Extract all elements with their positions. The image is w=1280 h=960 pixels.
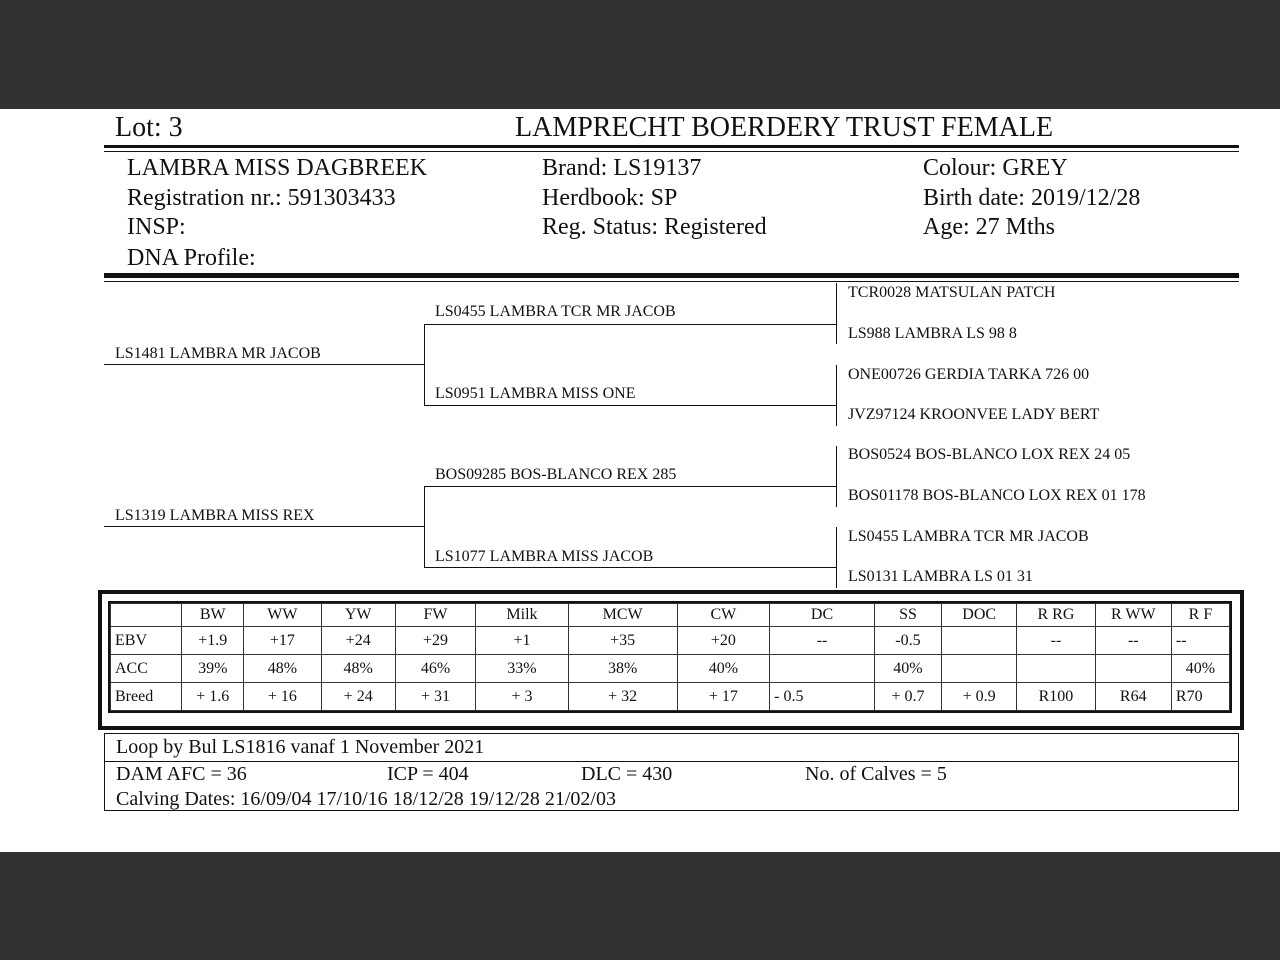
- ebv-header-cell: CW: [677, 604, 770, 627]
- ebv-cell: + 32: [568, 683, 677, 711]
- ebv-cell: + 17: [677, 683, 770, 711]
- sire-line: [104, 364, 424, 365]
- calving-dates: Calving Dates: 16/09/04 17/10/16 18/12/28 19/12/28 21/02/03: [116, 788, 616, 810]
- ebv-header-cell: FW: [395, 604, 475, 627]
- reg-status: Reg. Status: Registered: [542, 214, 767, 240]
- grandparent-6: BOS01178 BOS-BLANCO LOX REX 01 178: [848, 487, 1146, 504]
- footer-divider: [105, 761, 1238, 762]
- ebv-cell: +17: [244, 627, 321, 655]
- ebv-header-cell: Milk: [476, 604, 569, 627]
- number-of-calves: No. of Calves = 5: [805, 763, 947, 785]
- grandparent-4: JVZ97124 KROONVEE LADY BERT: [848, 406, 1100, 423]
- dam-line: [104, 526, 424, 527]
- gp-bracket-1: [836, 283, 837, 344]
- colour: Colour: GREY: [923, 155, 1068, 181]
- ebv-cell: --: [1171, 627, 1229, 655]
- parent-3: BOS09285 BOS-BLANCO REX 285: [435, 466, 677, 483]
- icp: ICP = 404: [387, 763, 469, 785]
- gp-bracket-3: [836, 446, 837, 507]
- ebv-header-cell: [111, 604, 182, 627]
- grandparent-8: LS0131 LAMBRA LS 01 31: [848, 568, 1033, 585]
- ebv-header-row: [111, 604, 1230, 627]
- page-title: LAMPRECHT BOERDERY TRUST FEMALE: [515, 112, 1054, 143]
- ebv-table: [110, 603, 1230, 711]
- ebv-cell: + 3: [476, 683, 569, 711]
- ebv-cell: [770, 655, 875, 683]
- ebv-row-label: ACC: [111, 655, 182, 683]
- ebv-cell: 48%: [244, 655, 321, 683]
- parent-4: LS1077 LAMBRA MISS JACOB: [435, 548, 654, 565]
- parent-1: LS0455 LAMBRA TCR MR JACOB: [435, 303, 676, 320]
- birth-date: Birth date: 2019/12/28: [923, 185, 1141, 211]
- dam-bracket: [424, 486, 425, 567]
- parent-line-1: [424, 324, 836, 325]
- sire-name: LS1481 LAMBRA MR JACOB: [115, 345, 321, 362]
- registration-number: Registration nr.: 591303433: [127, 185, 396, 211]
- ebv-cell: R64: [1095, 683, 1171, 711]
- ebv-cell: 40%: [1171, 655, 1229, 683]
- ebv-cell: -0.5: [874, 627, 941, 655]
- ebv-header-cell: R RG: [1017, 604, 1095, 627]
- ebv-header-cell: R WW: [1095, 604, 1171, 627]
- parent-line-2: [424, 405, 836, 406]
- top-letterbox: [0, 0, 1280, 109]
- ebv-row-breed: [111, 683, 1230, 711]
- parent-line-3: [424, 486, 836, 487]
- info-rule-thin: [104, 281, 1239, 282]
- ebv-header-cell: DC: [770, 604, 875, 627]
- ebv-cell: 40%: [874, 655, 941, 683]
- ebv-cell: + 24: [321, 683, 395, 711]
- ebv-header-cell: SS: [874, 604, 941, 627]
- ebv-cell: 46%: [395, 655, 475, 683]
- ebv-cell: 48%: [321, 655, 395, 683]
- ebv-cell: [942, 627, 1017, 655]
- ebv-row-ebv: [111, 627, 1230, 655]
- calving-info-box: [104, 733, 1239, 811]
- ebv-header-cell: MCW: [568, 604, 677, 627]
- ebv-cell: +20: [677, 627, 770, 655]
- gp-bracket-4: [836, 527, 837, 588]
- ebv-cell: --: [1017, 627, 1095, 655]
- lot-page: [0, 109, 1280, 852]
- dam-afc: DAM AFC = 36: [116, 763, 247, 785]
- bottom-letterbox: [0, 852, 1280, 960]
- ebv-cell: 39%: [182, 655, 244, 683]
- ebv-cell: + 16: [244, 683, 321, 711]
- ebv-cell: + 0.9: [942, 683, 1017, 711]
- grandparent-5: BOS0524 BOS-BLANCO LOX REX 24 05: [848, 446, 1131, 463]
- header-rule-thick: [104, 145, 1239, 148]
- ebv-inner-frame: [108, 601, 1232, 713]
- parent-line-4: [424, 567, 836, 568]
- animal-name: LAMBRA MISS DAGBREEK: [127, 155, 428, 181]
- ebv-cell: + 1.6: [182, 683, 244, 711]
- dna-profile: DNA Profile:: [127, 245, 256, 271]
- ebv-cell: +1.9: [182, 627, 244, 655]
- brand: Brand: LS19137: [542, 155, 702, 181]
- ebv-cell: R100: [1017, 683, 1095, 711]
- ebv-header-cell: DOC: [942, 604, 1017, 627]
- insp: INSP:: [127, 214, 186, 240]
- grandparent-3: ONE00726 GERDIA TARKA 726 00: [848, 366, 1090, 383]
- ebv-box: [98, 590, 1244, 730]
- info-rule-thick: [104, 273, 1239, 278]
- ebv-cell: R70: [1171, 683, 1229, 711]
- grandparent-2: LS988 LAMBRA LS 98 8: [848, 325, 1017, 342]
- herdbook: Herdbook: SP: [542, 185, 678, 211]
- ebv-cell: +29: [395, 627, 475, 655]
- grandparent-7: LS0455 LAMBRA TCR MR JACOB: [848, 528, 1089, 545]
- ebv-header-cell: R F: [1171, 604, 1229, 627]
- ebv-cell: +35: [568, 627, 677, 655]
- lot-number: Lot: 3: [115, 112, 183, 143]
- gp-bracket-2: [836, 365, 837, 426]
- parent-2: LS0951 LAMBRA MISS ONE: [435, 385, 636, 402]
- ebv-cell: +1: [476, 627, 569, 655]
- ebv-cell: + 31: [395, 683, 475, 711]
- ebv-cell: --: [770, 627, 875, 655]
- sire-bracket: [424, 324, 425, 405]
- ebv-cell: [1095, 655, 1171, 683]
- header-rule-thin: [104, 151, 1239, 152]
- ebv-row-acc: [111, 655, 1230, 683]
- ebv-cell: - 0.5: [770, 683, 875, 711]
- ebv-row-label: EBV: [111, 627, 182, 655]
- grandparent-1: TCR0028 MATSULAN PATCH: [848, 284, 1056, 301]
- ebv-header-cell: BW: [182, 604, 244, 627]
- ebv-cell: [1017, 655, 1095, 683]
- ebv-cell: [942, 655, 1017, 683]
- ebv-cell: 38%: [568, 655, 677, 683]
- ebv-row-label: Breed: [111, 683, 182, 711]
- ebv-cell: + 0.7: [874, 683, 941, 711]
- ebv-cell: 40%: [677, 655, 770, 683]
- ebv-cell: +24: [321, 627, 395, 655]
- ebv-header-cell: WW: [244, 604, 321, 627]
- ebv-cell: --: [1095, 627, 1171, 655]
- dlc: DLC = 430: [581, 763, 673, 785]
- ebv-header-cell: YW: [321, 604, 395, 627]
- age: Age: 27 Mths: [923, 214, 1055, 240]
- ebv-cell: 33%: [476, 655, 569, 683]
- dam-name: LS1319 LAMBRA MISS REX: [115, 507, 315, 524]
- loop-note: Loop by Bul LS1816 vanaf 1 November 2021: [116, 736, 485, 758]
